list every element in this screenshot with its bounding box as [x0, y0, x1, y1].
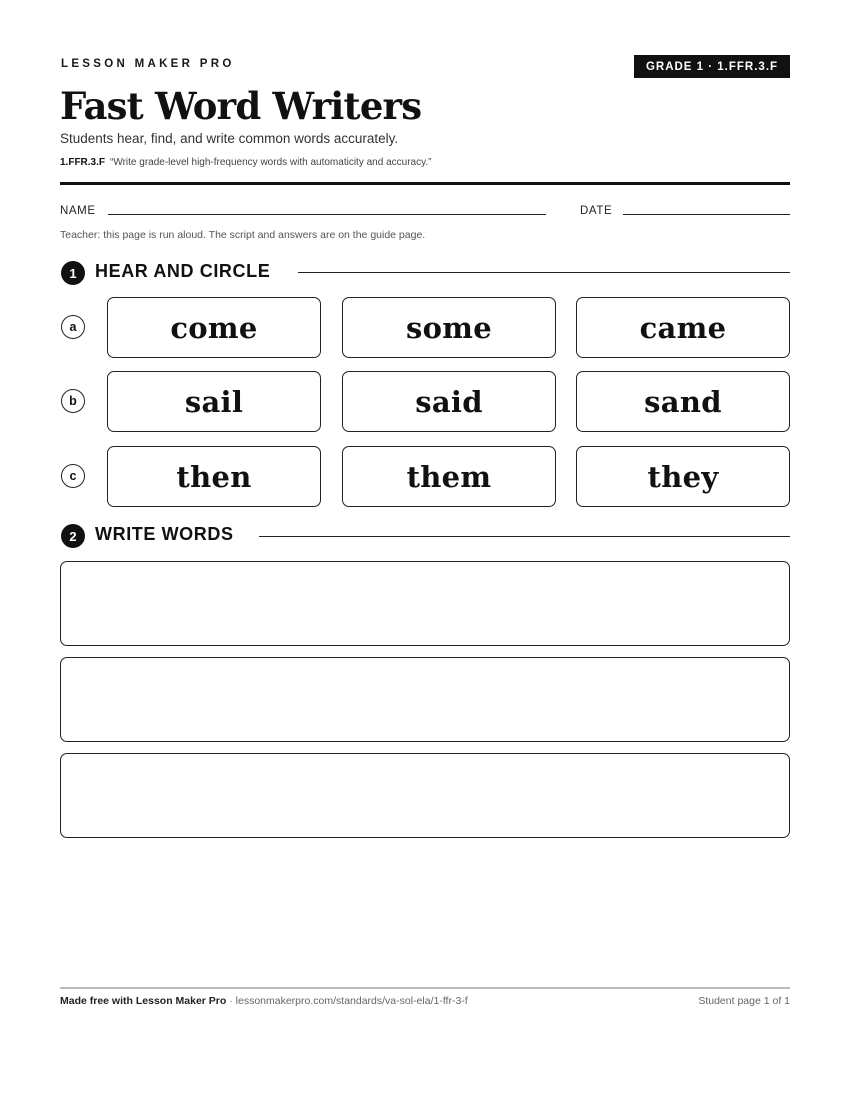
section-1-title: HEAR AND CIRCLE: [95, 261, 271, 281]
section-1-number: 1: [61, 261, 85, 285]
word-text: sand: [644, 384, 722, 419]
footer-credit: [60, 995, 468, 1007]
section-1-rule: [298, 272, 790, 273]
footer-url[interactable]: lessonmakerpro.com/standards/va-sol-ela/1-ffr-3-f: [235, 995, 468, 1007]
word-text: said: [415, 384, 483, 419]
word-text: they: [647, 459, 719, 494]
word-choice[interactable]: [342, 297, 556, 358]
standard-text: “Write grade-level high-frequency words with automaticity and accuracy.”: [110, 157, 432, 168]
teacher-note: Teacher: this page is run aloud. The script and answers are on the guide page.: [60, 229, 426, 241]
word-text: come: [170, 310, 258, 345]
section-2-rule: [259, 536, 790, 537]
word-text: some: [405, 310, 492, 345]
word-choice[interactable]: [107, 446, 321, 507]
name-label: NAME: [60, 205, 96, 217]
footer-divider: [60, 987, 790, 989]
write-box-1[interactable]: [60, 561, 790, 646]
section-2-title: WRITE WORDS: [95, 524, 234, 544]
standard-code: 1.FFR.3.F: [60, 157, 106, 168]
word-choice[interactable]: [576, 297, 790, 358]
page-title: Fast Word Writers: [60, 84, 422, 128]
word-choice[interactable]: [107, 371, 321, 432]
word-text: came: [639, 310, 727, 345]
write-box-2[interactable]: [60, 657, 790, 742]
brand-name: LESSON MAKER PRO: [61, 58, 235, 70]
word-choice[interactable]: [107, 297, 321, 358]
word-text: sail: [184, 384, 244, 419]
name-line: [108, 214, 546, 215]
page-subtitle: Students hear, find, and write common words accurately.: [60, 131, 399, 146]
word-choice[interactable]: [342, 371, 556, 432]
word-choice[interactable]: [576, 371, 790, 432]
date-line: [623, 214, 790, 215]
grade-badge: GRADE 1 · 1.FFR.3.F: [634, 55, 790, 78]
word-choice[interactable]: [342, 446, 556, 507]
footer-page-number: Student page 1 of 1: [698, 995, 790, 1007]
row-c-label: c: [61, 464, 85, 488]
header-divider: [60, 182, 790, 185]
row-a-label: a: [61, 315, 85, 339]
write-box-3[interactable]: [60, 753, 790, 838]
word-text: them: [406, 459, 492, 494]
section-2-number: 2: [61, 524, 85, 548]
row-b-label: b: [61, 389, 85, 413]
date-label: DATE: [580, 205, 613, 217]
standard-line: [60, 157, 431, 168]
footer-separator: ·: [226, 995, 236, 1007]
footer-made-with: Made free with Lesson Maker Pro: [60, 995, 227, 1007]
word-choice[interactable]: [576, 446, 790, 507]
word-text: then: [176, 459, 252, 494]
